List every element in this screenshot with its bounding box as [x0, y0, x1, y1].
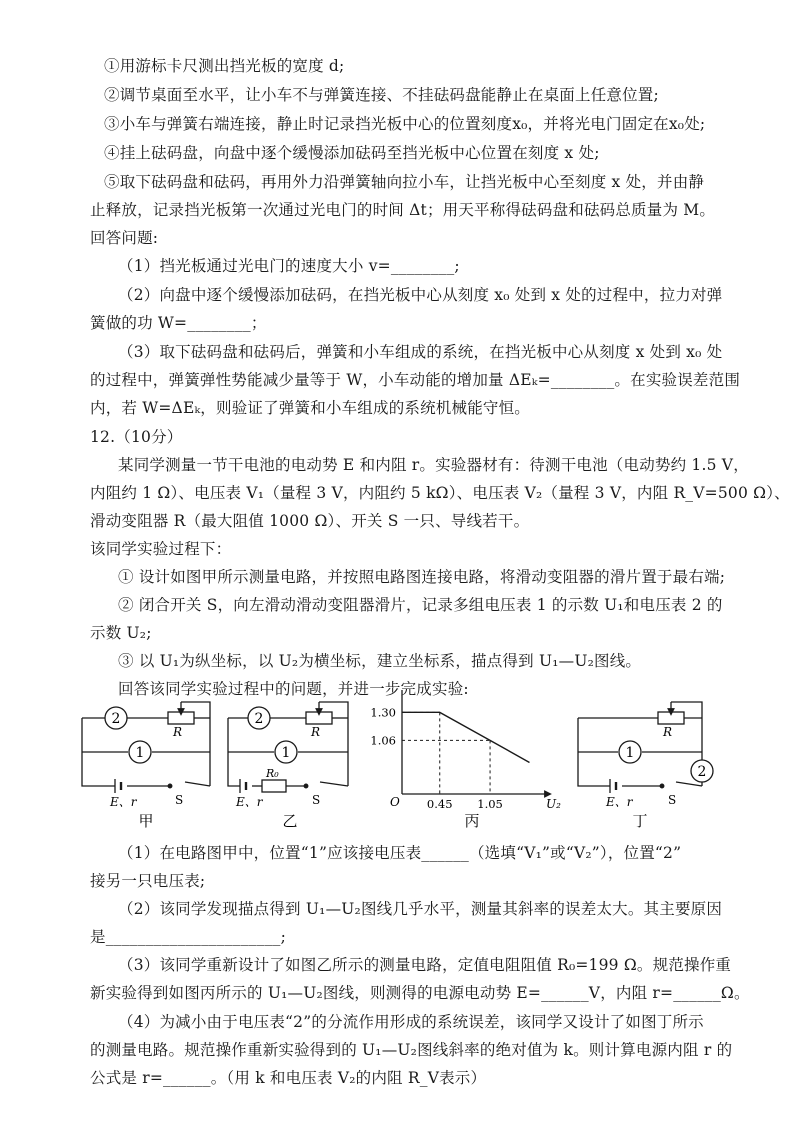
yi-switch-label: S — [312, 793, 321, 807]
q11-part1: （1）挡光板通过光电门的速度大小 v=________; — [118, 257, 460, 275]
step-1: ①用游标卡尺测出挡光板的宽度 d; — [104, 57, 345, 75]
q12-intro-3: 滑动变阻器 R（最大阻值 1000 Ω）、开关 S 一只、导线若干。 — [90, 512, 530, 530]
q12-part1: （1）在电路图甲中，位置“1”应该接电压表______（选填“V₁”或“V₂”），位置“2” — [118, 844, 682, 862]
q12-part2: （2）该同学发现描点得到 U₁—U₂图线几乎水平，测量其斜率的误差太大。其主要原因 — [118, 900, 723, 918]
figures-row — [0, 690, 800, 840]
jia-switch-label: S — [175, 793, 184, 807]
q11-part3: （3）取下砝码盘和砝码后，弹簧和小车组成的系统，在挡光板中心从刻度 x 处到 x₀ 处 — [118, 343, 723, 361]
yi-meter-1-label: 1 — [281, 745, 291, 761]
ding-switch-label: S — [668, 793, 677, 807]
yi-r0-label: R₀ — [266, 767, 279, 780]
ding-meter-1-label: 1 — [625, 745, 635, 761]
q12-header: 12.（10分） — [90, 428, 183, 446]
series-line — [402, 712, 529, 762]
q12-intro-2: 内阻约 1 Ω）、电压表 V₁（量程 3 V，内阻约 5 kΩ）、电压表 V₂（量程 3 V，内阻 R_V=500 Ω）、 — [90, 484, 790, 502]
step-3: ③小车与弹簧右端连接，静止时记录挡光板中心的位置刻度x₀，并将光电门固定在x₀处; — [104, 115, 706, 133]
ding-resistor-label: R — [663, 725, 673, 739]
q12-step-2: ② 闭合开关 S，向左滑动滑动变阻器滑片，记录多组电压表 1 的示数 U₁和电压表 2 的 — [118, 596, 723, 614]
ding-meter-2-label: 2 — [697, 764, 707, 780]
circuit-yi-meter-1 — [275, 741, 297, 763]
q11-part3-cont2: 内，若 W=ΔEₖ，则验证了弹簧和小车组成的系统机械能守恒。 — [90, 399, 531, 417]
step-2: ②调节桌面至水平，让小车不与弹簧连接、不挂砝码盘能静止在桌面上任意位置; — [104, 86, 659, 104]
q12-part4-cont: 的测量电路。规范操作重新实验得到的 U₁—U₂图线斜率的绝对值为 k。则计算电源内阻 r 的 — [90, 1041, 733, 1059]
q12-part1-cont: 接另一只电压表; — [90, 872, 206, 890]
yi-battery-label: E、r — [236, 795, 263, 809]
meter-2-label: 2 — [111, 711, 121, 727]
step-5-cont: 止释放，记录挡光板第一次通过光电门的时间 Δt；用天平称得砝码盘和砝码总质量为 M。 — [90, 201, 716, 219]
circuit-jia-meter-1 — [129, 741, 151, 763]
q12-intro-4: 该同学实验过程下： — [90, 540, 232, 558]
caption-ding: 丁 — [632, 812, 648, 830]
q12-part3: （3）该同学重新设计了如图乙所示的测量电路，定值电阻阻值 R₀=199 Ω。规范操作重 — [118, 956, 732, 974]
origin-label: O — [390, 795, 400, 809]
q12-part4: （4）为减小由于电压表“2”的分流作用形成的系统误差，该同学又设计了如图丁所示 — [118, 1013, 704, 1031]
step-5: ⑤取下砝码盘和砝码，再用外力沿弹簧轴向拉小车，让挡光板中心至刻度 x 处，并由静 — [104, 173, 705, 191]
caption-jia: 甲 — [138, 812, 154, 830]
q12-part2-cont: 是______________________; — [90, 928, 287, 946]
q11-part2-cont: 簧做的功 W=________； — [90, 314, 267, 332]
x-tick-label-2: 1.05 — [477, 797, 503, 811]
caption-bing: 丙 — [464, 812, 480, 830]
circuit-ding-meter-1 — [619, 741, 641, 763]
q12-part4-cont2: 公式是 r=______。（用 k 和电压表 V₂的内阻 R_V表示） — [90, 1069, 487, 1087]
q12-step-1: ① 设计如图甲所示测量电路，并按照电路图连接电路，将滑动变阻器的滑片置于最右端; — [118, 568, 726, 586]
ding-battery-label: E、r — [606, 795, 633, 809]
circuit-yi-meter-2 — [248, 707, 270, 729]
jia-battery-label: E、r — [110, 795, 137, 809]
caption-yi: 乙 — [282, 812, 298, 830]
answer-prompt: 回答问题: — [90, 229, 159, 247]
jia-resistor-label: R — [173, 725, 183, 739]
yi-resistor-label: R — [311, 725, 321, 739]
yi-meter-2-label: 2 — [254, 711, 264, 727]
q11-part2: （2）向盘中逐个缓慢添加砝码，在挡光板中心从刻度 x₀ 处到 x 处的过程中，拉力对弹 — [118, 286, 723, 304]
chart-bing — [370, 690, 561, 811]
step-4: ④挂上砝码盘，向盘中逐个缓慢添加砝码至挡光板中心位置在刻度 x 处; — [104, 144, 600, 162]
q12-intro-1: 某同学测量一节干电池的电动势 E 和内阻 r。实验器材有：待测干电池（电动势约 1.5 V， — [118, 456, 749, 474]
circuit-ding-meter-2 — [691, 760, 713, 782]
q12-step-2-cont: 示数 U₂; — [90, 624, 152, 642]
circuit-jia-meter-2 — [105, 707, 127, 729]
q11-part3-cont: 的过程中，弹簧弹性势能减少量等于 W，小车动能的增加量 ΔEₖ=________。在实验误差范围 — [90, 371, 741, 389]
y-tick-label-1: 1.30 — [370, 705, 396, 720]
meter-1-label: 1 — [135, 745, 145, 761]
q12-part3-cont: 新实验得到如图丙所示的 U₁—U₂图线，则测得的电源电动势 E=______V，内阻 r=______Ω。 — [90, 984, 750, 1002]
y-tick-label-2: 1.06 — [370, 733, 396, 748]
q12-answer-prompt: 回答该同学实验过程中的问题，并进一步完成实验: — [118, 680, 469, 698]
q12-step-3: ③ 以 U₁为纵坐标，以 U₂为横坐标，建立坐标系，描点得到 U₁—U₂图线。 — [118, 652, 642, 670]
x-tick-label-1: 0.45 — [426, 797, 453, 811]
x-axis-label: U₂ — [546, 797, 561, 811]
